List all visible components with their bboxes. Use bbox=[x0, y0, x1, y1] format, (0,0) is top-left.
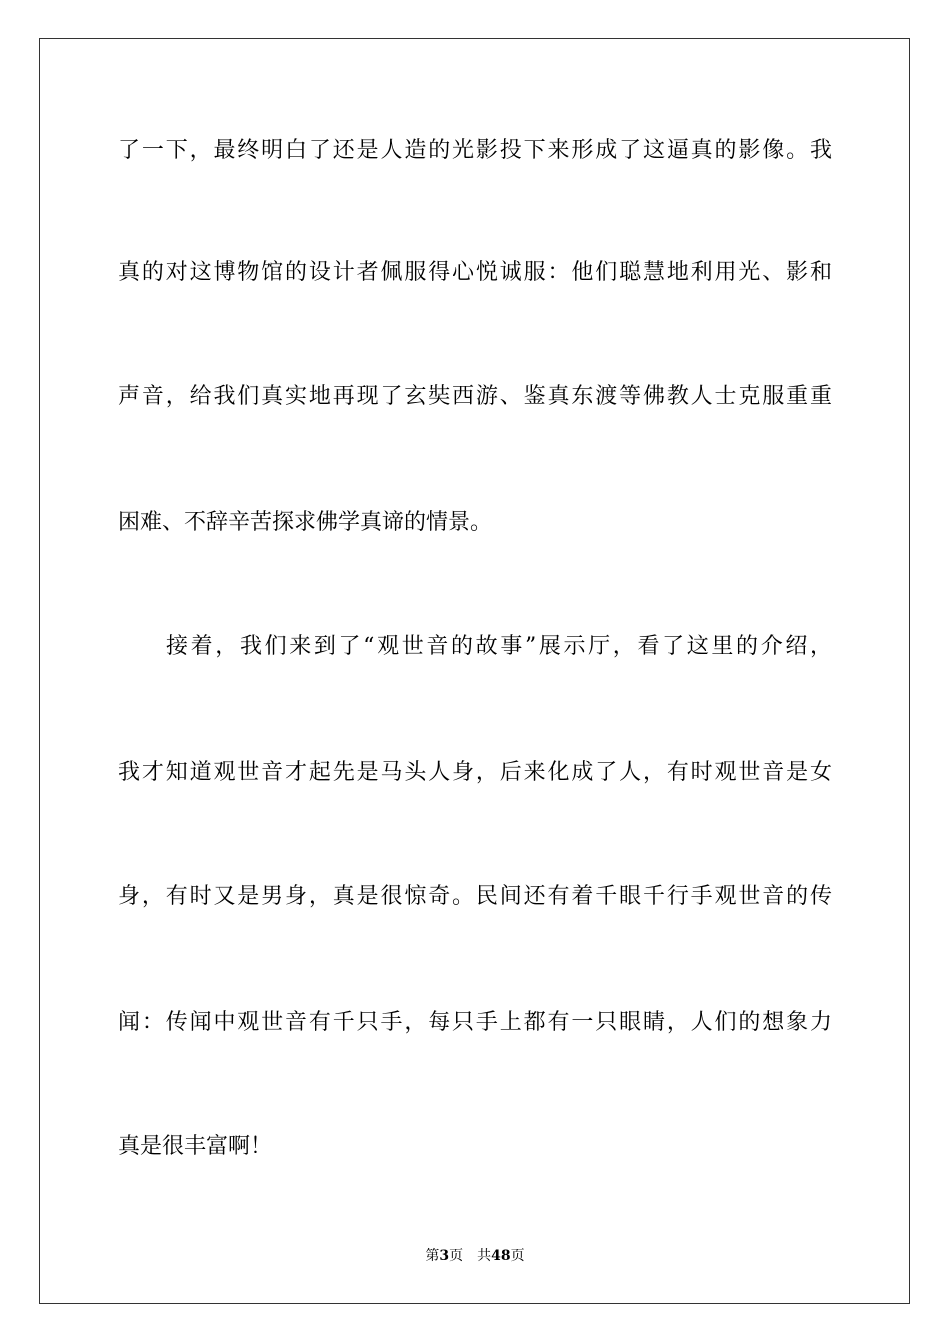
text-line-1: 了一下，最终明白了还是人造的光影投下来形成了这逼真的影像。我 bbox=[118, 138, 832, 163]
text-line-5: 接着，我们来到了“观世音的故事”展示厅，看了这里的介绍， bbox=[166, 634, 832, 659]
total-pages: 48 bbox=[491, 1248, 511, 1264]
text-line-7: 身，有时又是男身，真是很惊奇。民间还有着千眼千行手观世音的传 bbox=[118, 884, 832, 909]
page-number: 3 bbox=[439, 1248, 450, 1264]
total-prefix: 共 bbox=[477, 1248, 492, 1264]
page-border bbox=[39, 38, 910, 1304]
text-line-8: 闻：传闻中观世音有千只手，每只手上都有一只眼睛，人们的想象力 bbox=[118, 1010, 832, 1035]
total-suffix: 页 bbox=[510, 1248, 525, 1264]
page-suffix: 页 bbox=[449, 1248, 464, 1264]
text-line-2: 真的对这博物馆的设计者佩服得心悦诚服：他们聪慧地利用光、影和 bbox=[118, 260, 832, 285]
text-line-6: 我才知道观世音才起先是马头人身，后来化成了人，有时观世音是女 bbox=[118, 760, 832, 785]
text-line-4: 困难、不辞辛苦探求佛学真谛的情景。 bbox=[118, 510, 493, 535]
page-footer bbox=[0, 1246, 950, 1266]
text-line-3: 声音，给我们真实地再现了玄奘西游、鉴真东渡等佛教人士克服重重 bbox=[118, 384, 832, 409]
page-prefix: 第 bbox=[425, 1248, 440, 1264]
text-line-9: 真是很丰富啊！ bbox=[118, 1134, 273, 1159]
